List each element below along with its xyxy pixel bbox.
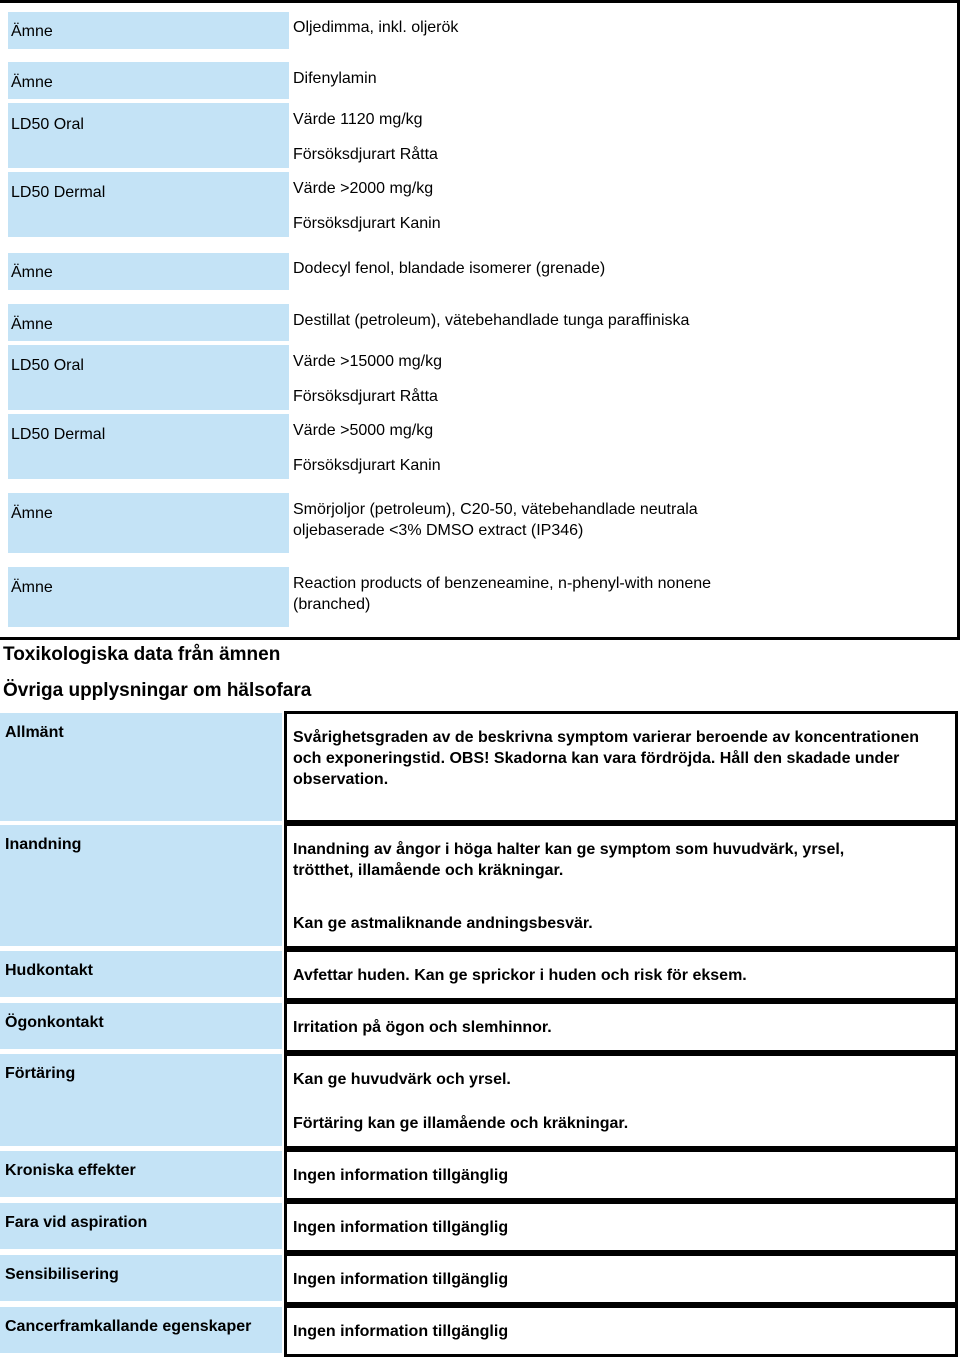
substance-name: Smörjoljor (petroleum), C20-50, vätebehandlade neutrala bbox=[293, 501, 698, 518]
label-cell bbox=[8, 414, 289, 479]
substance-name: (branched) bbox=[293, 596, 371, 613]
value-box bbox=[284, 1053, 958, 1149]
test-species: Försöksdjurart Råtta bbox=[293, 146, 438, 163]
ld50-value: Värde >2000 mg/kg bbox=[293, 180, 434, 197]
row-label: Ämne bbox=[11, 579, 53, 596]
row-label: Ämne bbox=[11, 505, 53, 522]
label-cell bbox=[8, 345, 289, 410]
hazard-label: Cancerframkallande egenskaper bbox=[5, 1318, 252, 1335]
hazard-text: Svårighetsgraden av de beskrivna symptom varierar beroende av koncentrationen bbox=[293, 729, 920, 746]
test-species: Försöksdjurart Kanin bbox=[293, 457, 441, 474]
label-cell bbox=[8, 567, 289, 627]
hazard-text: Ingen information tillgänglig bbox=[293, 1167, 509, 1184]
row-label: LD50 Oral bbox=[11, 116, 84, 133]
hazard-text: Ingen information tillgänglig bbox=[293, 1219, 509, 1236]
other-health-heading: Övriga upplysningar om hälsofara bbox=[3, 680, 312, 701]
hazard-text: Avfettar huden. Kan ge sprickor i huden och risk för eksem. bbox=[293, 967, 747, 984]
label-cell bbox=[8, 172, 289, 237]
hazard-text: observation. bbox=[293, 771, 389, 788]
substance-name: Difenylamin bbox=[293, 70, 377, 87]
hazard-label: Ögonkontakt bbox=[5, 1014, 104, 1031]
hazard-text: Förtäring kan ge illamående och kräkningar. bbox=[293, 1115, 629, 1132]
hazard-label: Kroniska effekter bbox=[5, 1162, 136, 1179]
substance-name: oljebaserade <3% DMSO extract (IP346) bbox=[293, 522, 584, 539]
hazard-label: Sensibilisering bbox=[5, 1266, 119, 1283]
test-species: Försöksdjurart Kanin bbox=[293, 215, 441, 232]
substance-name: Destillat (petroleum), vätebehandlade tunga paraffiniska bbox=[293, 312, 690, 329]
hazard-text: Inandning av ångor i höga halter kan ge symptom som huvudvärk, yrsel, bbox=[293, 841, 845, 858]
hazard-label: Allmänt bbox=[5, 724, 64, 741]
substance-name: Reaction products of benzeneamine, n-phenyl-with nonene bbox=[293, 575, 712, 592]
row-label: Ämne bbox=[11, 74, 53, 91]
hazard-label: Förtäring bbox=[5, 1065, 76, 1082]
hazard-label: Inandning bbox=[5, 836, 82, 853]
tox-heading: Toxikologiska data från ämnen bbox=[3, 644, 281, 665]
hazard-text: Kan ge astmaliknande andningsbesvär. bbox=[293, 915, 593, 932]
row-label: Ämne bbox=[11, 264, 53, 281]
row-label: Ämne bbox=[11, 23, 53, 40]
hazard-text: Kan ge huvudvärk och yrsel. bbox=[293, 1071, 511, 1088]
ld50-value: Värde 1120 mg/kg bbox=[293, 111, 423, 128]
hazard-text: Ingen information tillgänglig bbox=[293, 1271, 509, 1288]
hazard-label: Fara vid aspiration bbox=[5, 1214, 148, 1231]
substance-name: Oljedimma, inkl. oljerök bbox=[293, 19, 459, 36]
row-label: LD50 Dermal bbox=[11, 184, 106, 201]
row-label: LD50 Dermal bbox=[11, 426, 106, 443]
test-species: Försöksdjurart Råtta bbox=[293, 388, 438, 405]
hazard-text: och exponeringstid. OBS! Skadorna kan vara fördröjda. Håll den skadade under bbox=[293, 750, 900, 767]
hazard-text: Ingen information tillgänglig bbox=[293, 1323, 509, 1340]
hazard-text: trötthet, illamående och kräkningar. bbox=[293, 862, 564, 879]
ld50-value: Värde >15000 mg/kg bbox=[293, 353, 442, 370]
substance-name: Dodecyl fenol, blandade isomerer (grenade) bbox=[293, 260, 606, 277]
label-cell bbox=[8, 493, 289, 553]
hazard-text: Irritation på ögon och slemhinnor. bbox=[293, 1019, 552, 1036]
label-cell bbox=[8, 103, 289, 168]
row-label: LD50 Oral bbox=[11, 357, 84, 374]
ld50-value: Värde >5000 mg/kg bbox=[293, 422, 434, 439]
hazard-label: Hudkontakt bbox=[5, 962, 93, 979]
row-label: Ämne bbox=[11, 316, 53, 333]
